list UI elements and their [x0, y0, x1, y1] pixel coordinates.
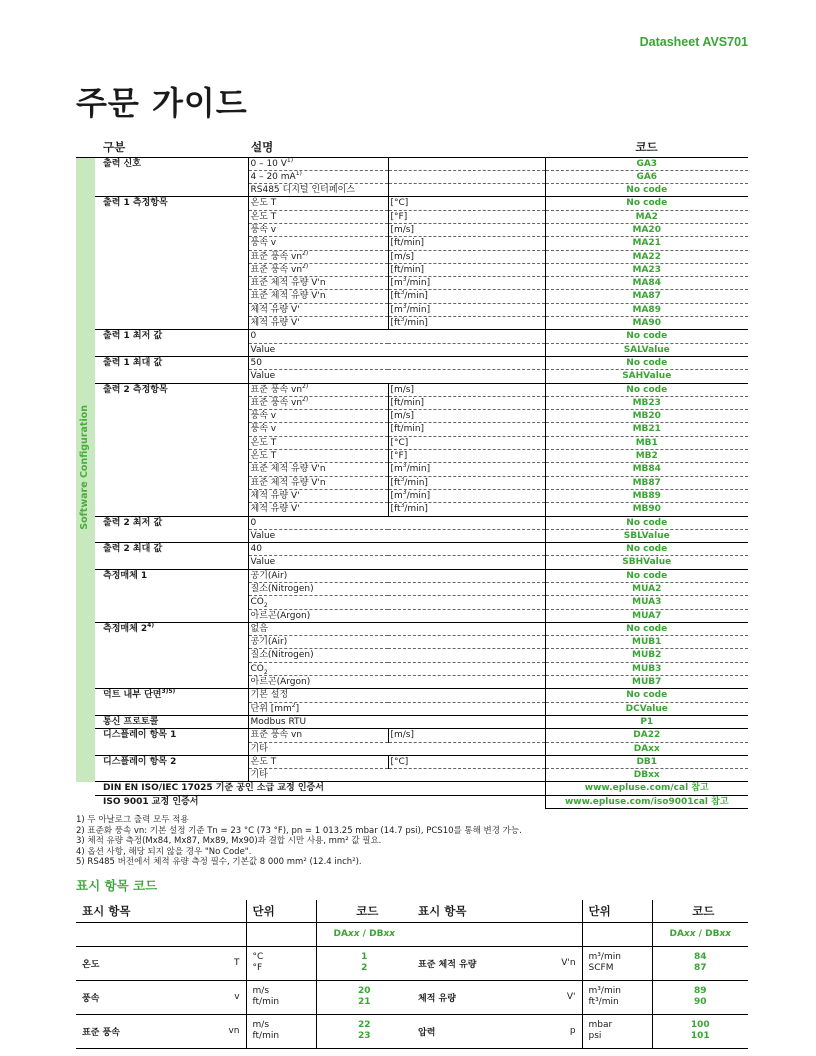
- disp-item-symbol: v: [196, 980, 246, 1014]
- code-cell: DAxx: [545, 742, 748, 755]
- unit-cell: $[ft^3/\min]$: [388, 503, 545, 516]
- category-label: 통신 프로토콜: [103, 716, 159, 727]
- description-cell: 풍속 v: [248, 237, 388, 250]
- disp-head-item-left: 표시 항목: [76, 900, 246, 922]
- description-cell: RS485 디지털 인터페이스: [248, 184, 388, 197]
- category-label: 출력 2 최저 값: [103, 517, 163, 528]
- disp-item-symbol: V': [532, 980, 582, 1014]
- description-cell: 체적 유량 V': [248, 503, 388, 516]
- category-label: 출력 1 측정항목: [103, 198, 168, 209]
- disp-item-code: 22 23: [316, 1014, 412, 1048]
- cert-link[interactable]: www.epluse.com/cal 참고: [545, 782, 748, 795]
- description-cell: 기타: [248, 769, 545, 782]
- unit-cell: [m/s]: [388, 410, 545, 423]
- table-row: [76, 157, 748, 170]
- unit-cell: [°C]: [388, 755, 545, 768]
- description-cell: 공기(Air): [248, 636, 545, 649]
- description-cell: Modbus RTU: [248, 715, 545, 728]
- order-guide-table: [76, 138, 748, 809]
- description-cell: 온도 T: [248, 755, 388, 768]
- code-cell: No code: [545, 689, 748, 702]
- description-cell: 공기(Air): [248, 569, 545, 582]
- disp-item-unit: m³/min SCFM: [582, 946, 652, 980]
- description-cell: 표준 체적 유량 V'n: [248, 476, 388, 489]
- description-cell: 온도 T: [248, 436, 388, 449]
- footnote: 1) 두 아날로그 출력 모두 적용: [76, 815, 189, 825]
- description-cell: Value: [248, 529, 545, 542]
- disp-item-name: 온도: [76, 946, 196, 980]
- description-cell: 없음: [248, 622, 545, 635]
- table-row: [76, 755, 748, 768]
- category-label: 출력 1 최대 값: [103, 357, 163, 368]
- code-cell: No code: [545, 356, 748, 369]
- category-cell: [95, 715, 248, 728]
- description-cell: 0: [248, 516, 545, 529]
- code-cell: SBHValue: [545, 556, 748, 569]
- code-cell: MA84: [545, 277, 748, 290]
- code-cell: No code: [545, 516, 748, 529]
- table-row: [76, 516, 748, 529]
- cert-row: [76, 782, 748, 795]
- category-label: 출력 2 최대 값: [103, 544, 163, 555]
- cert-label: DIN EN ISO/IEC 17025 기준 공인 소급 교정 인증서: [95, 782, 545, 795]
- unit-cell: $[m^3/\min]$: [388, 463, 545, 476]
- code-cell: SAHValue: [545, 370, 748, 383]
- unit-cell: [°C]: [388, 197, 545, 210]
- description-cell: 0: [248, 330, 545, 343]
- category-label: 디스플레이 항목 2: [103, 756, 177, 767]
- description-cell: $CO_2$: [248, 662, 545, 675]
- disp-item-code: 100 101: [652, 1014, 748, 1048]
- category-label: 디스플레이 항목 1: [103, 730, 177, 741]
- category-cell: [95, 157, 248, 197]
- code-cell: MB1: [545, 436, 748, 449]
- code-cell: MUB3: [545, 662, 748, 675]
- unit-cell: [°F]: [388, 210, 545, 223]
- disp-item-symbol: V'n: [532, 946, 582, 980]
- description-cell: 체적 유량 V': [248, 303, 388, 316]
- category-cell: [95, 197, 248, 330]
- unit-cell: [388, 170, 545, 183]
- description-cell: Value: [248, 343, 545, 356]
- unit-cell: [m/s]: [388, 729, 545, 742]
- unit-cell: [m/s]: [388, 383, 545, 396]
- unit-cell: $[ft^3/\min]$: [388, 476, 545, 489]
- code-cell: MUB1: [545, 636, 748, 649]
- code-cell: MA23: [545, 263, 748, 276]
- code-cell: MUA2: [545, 583, 748, 596]
- disp-item-name: 표준 풍속: [76, 1014, 196, 1048]
- description-cell: 온도 T: [248, 197, 388, 210]
- category-cell: [95, 755, 248, 782]
- description-cell: 기타: [248, 742, 545, 755]
- category-label: 측정매체 1: [103, 570, 148, 581]
- code-cell: GA6: [545, 170, 748, 183]
- table-row: [76, 689, 748, 702]
- description-cell: 표준 풍속 $vn^{2)}$: [248, 383, 388, 396]
- code-cell: No code: [545, 184, 748, 197]
- description-cell: 풍속 v: [248, 223, 388, 236]
- footnote: 2) 표준화 풍속 vn: 기본 설정 기준 Tn = 23 °C (73 °F), pn = 1 013.25 mbar (14.7 psi), PCS10를 통해 변경 가능.: [76, 825, 522, 836]
- description-cell: 표준 체적 유량 V'n: [248, 463, 388, 476]
- category-label: 측정매체 2: [103, 623, 148, 634]
- disp-item-unit: m/s ft/min: [246, 1014, 316, 1048]
- description-cell: 질소(Nitrogen): [248, 649, 545, 662]
- col-category: 구분: [95, 138, 248, 157]
- unit-cell: $[m^3/\min]$: [388, 277, 545, 290]
- code-cell: DA22: [545, 729, 748, 742]
- code-cell: DBxx: [545, 769, 748, 782]
- disp-head-code-left: 코드: [316, 900, 412, 922]
- disp-item-name: 체적 유량: [412, 980, 532, 1014]
- disp-item-unit: m³/min ft³/min: [582, 980, 652, 1014]
- unit-cell: [m/s]: [388, 223, 545, 236]
- code-cell: MB20: [545, 410, 748, 423]
- unit-cell: [°C]: [388, 436, 545, 449]
- code-cell: MA87: [545, 290, 748, 303]
- category-label: 덕트 내부 단면: [103, 690, 162, 701]
- code-cell: MB23: [545, 396, 748, 409]
- code-cell: MA21: [545, 237, 748, 250]
- unit-cell: $[m^3/\min]$: [388, 489, 545, 502]
- disp-head-item-right: 표시 항목: [412, 900, 582, 922]
- disp-item-name: 풍속: [76, 980, 196, 1014]
- side-label: Software Configuration: [76, 157, 95, 782]
- page-title: 주문 가이드: [76, 84, 248, 122]
- disp-head-unit-left: 단위: [246, 900, 316, 922]
- disp-item-symbol: T: [196, 946, 246, 980]
- code-cell: MA22: [545, 250, 748, 263]
- disp-item-unit: mbar psi: [582, 1014, 652, 1048]
- description-cell: 단위 $[mm^2]$: [248, 702, 545, 715]
- table-row: [76, 383, 748, 396]
- code-cell: MB2: [545, 450, 748, 463]
- code-cell: No code: [545, 622, 748, 635]
- footnote: 4) 옵션 사항, 해당 되지 않을 경우 "No Code".: [76, 846, 252, 857]
- footnotes: [76, 815, 522, 868]
- code-cell: MB21: [545, 423, 748, 436]
- table-row: [76, 197, 748, 210]
- footnote: 5) RS485 버전에서 체적 유량 측정 필수, 기본값 8 000 mm² (12.4 inch²).: [76, 857, 362, 868]
- disp-item-code: 20 21: [316, 980, 412, 1014]
- disp-item-unit: m/s ft/min: [246, 980, 316, 1014]
- code-cell: No code: [545, 197, 748, 210]
- code-cell: MA89: [545, 303, 748, 316]
- code-cell: MUA7: [545, 609, 748, 622]
- code-cell: DB1: [545, 755, 748, 768]
- disp-item-name: 표준 체적 유량: [412, 946, 532, 980]
- category-cell: [95, 543, 248, 570]
- description-cell: 기본 설정: [248, 689, 545, 702]
- unit-cell: [ft/min]: [388, 263, 545, 276]
- code-cell: No code: [545, 543, 748, 556]
- unit-cell: [ft/min]: [388, 423, 545, 436]
- cert-label: ISO 9001 교정 인증서: [95, 795, 545, 808]
- description-cell: 50: [248, 356, 545, 369]
- category-cell: [95, 383, 248, 516]
- category-cell: 측정매체 2$^{4)}$: [95, 622, 248, 688]
- description-cell: 표준 풍속 $vn^{2)}$: [248, 263, 388, 276]
- description-cell: 체적 유량 V': [248, 489, 388, 502]
- display-codes-table: [76, 900, 748, 1049]
- table-row: [76, 543, 748, 556]
- code-cell: MB90: [545, 503, 748, 516]
- cert-row: [76, 795, 748, 808]
- code-cell: MUB7: [545, 676, 748, 689]
- category-cell: [95, 516, 248, 543]
- code-cell: SALValue: [545, 343, 748, 356]
- code-cell: MUA3: [545, 596, 748, 609]
- code-cell: No code: [545, 569, 748, 582]
- unit-cell: [388, 157, 545, 170]
- disp-format-left: DAxx / DBxx: [316, 922, 412, 946]
- datasheet-header: Datasheet AVS701: [639, 35, 748, 49]
- code-cell: SBLValue: [545, 529, 748, 542]
- category-cell: [95, 356, 248, 383]
- description-cell: 40: [248, 543, 545, 556]
- description-cell: Value: [248, 556, 545, 569]
- col-code: 코드: [545, 138, 748, 157]
- unit-cell: [m/s]: [388, 250, 545, 263]
- description-cell: 표준 체적 유량 V'n: [248, 277, 388, 290]
- description-cell: 표준 풍속 $vn^{2)}$: [248, 250, 388, 263]
- unit-cell: [388, 184, 545, 197]
- description-cell: 아르곤(Argon): [248, 676, 545, 689]
- table-row: [76, 715, 748, 728]
- code-cell: No code: [545, 330, 748, 343]
- description-cell: 질소(Nitrogen): [248, 583, 545, 596]
- category-label: 출력 신호: [103, 158, 141, 169]
- code-cell: No code: [545, 383, 748, 396]
- unit-cell: [ft/min]: [388, 237, 545, 250]
- description-cell: 표준 체적 유량 V'n: [248, 290, 388, 303]
- category-cell: [95, 569, 248, 622]
- disp-item-symbol: vn: [196, 1014, 246, 1048]
- code-cell: GA3: [545, 157, 748, 170]
- unit-cell: [ft/min]: [388, 396, 545, 409]
- disp-item-code: 1 2: [316, 946, 412, 980]
- description-cell: 온도 T: [248, 210, 388, 223]
- category-label: 출력 1 최저 값: [103, 331, 163, 342]
- code-cell: MUB2: [545, 649, 748, 662]
- description-cell: 표준 풍속 $vn^{2)}$: [248, 396, 388, 409]
- unit-cell: [°F]: [388, 450, 545, 463]
- unit-cell: $[m^3/\min]$: [388, 303, 545, 316]
- description-cell: 풍속 v: [248, 423, 388, 436]
- disp-item-code: 89 90: [652, 980, 748, 1014]
- code-cell: MA90: [545, 317, 748, 330]
- disp-item-symbol: p: [532, 1014, 582, 1048]
- description-cell: 아르곤(Argon): [248, 609, 545, 622]
- description-cell: 표준 풍속 vn: [248, 729, 388, 742]
- col-description: 설명: [248, 138, 545, 157]
- table-row: [76, 622, 748, 635]
- disp-head-unit-right: 단위: [582, 900, 652, 922]
- table-row: [76, 356, 748, 369]
- description-cell: Value: [248, 370, 545, 383]
- code-cell: MB89: [545, 489, 748, 502]
- cert-link[interactable]: www.epluse.com/iso9001cal 참고: [545, 795, 748, 808]
- code-cell: MA2: [545, 210, 748, 223]
- code-cell: DCValue: [545, 702, 748, 715]
- category-cell: [95, 729, 248, 756]
- table-row: [76, 729, 748, 742]
- code-cell: MB84: [545, 463, 748, 476]
- category-cell: 덕트 내부 단면$^{3)5)}$: [95, 689, 248, 716]
- description-cell: 풍속 v: [248, 410, 388, 423]
- description-cell: 체적 유량 V': [248, 317, 388, 330]
- disp-item-name: 압력: [412, 1014, 532, 1048]
- code-cell: P1: [545, 715, 748, 728]
- disp-head-code-right: 코드: [652, 900, 748, 922]
- table-row: [76, 569, 748, 582]
- disp-item-unit: °C °F: [246, 946, 316, 980]
- category-cell: [95, 330, 248, 357]
- code-cell: MB87: [545, 476, 748, 489]
- table-row: [76, 330, 748, 343]
- unit-cell: $[ft^3/\min]$: [388, 317, 545, 330]
- disp-item-code: 84 87: [652, 946, 748, 980]
- category-label: 출력 2 측정항목: [103, 384, 168, 395]
- description-cell: 0 – 10 $V^{1)}$: [248, 157, 388, 170]
- code-cell: MA20: [545, 223, 748, 236]
- footnote: 3) 체적 유량 측정(Mx84, Mx87, Mx89, Mx90)과 결합 시만 사용, mm² 값 필요.: [76, 836, 382, 847]
- disp-format-right: DAxx / DBxx: [652, 922, 748, 946]
- description-cell: $CO_2$: [248, 596, 545, 609]
- description-cell: 4 – 20 $mA^{1)}$: [248, 170, 388, 183]
- description-cell: 온도 T: [248, 450, 388, 463]
- display-codes-title: 표시 항목 코드: [76, 878, 158, 893]
- unit-cell: $[ft^3/\min]$: [388, 290, 545, 303]
